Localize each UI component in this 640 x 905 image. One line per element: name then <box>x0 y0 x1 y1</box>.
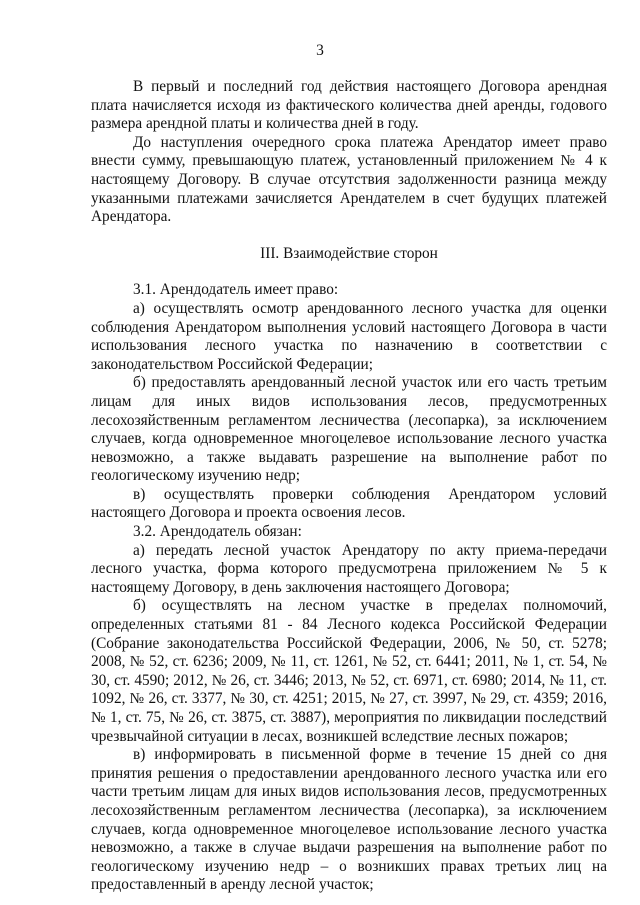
clause-3-1-a: а) осуществлять осмотр арендованного лесного участка для оценки соблюдения Арендатором выполнения условий настоящего Договора в части использования лесного участка по назначению в соответствии с законодательством Российской Федерации; <box>91 299 607 373</box>
clause-3-1-v: в) осуществлять проверки соблюдения Арендатором условий настоящего Договора и проекта освоения лесов. <box>91 485 607 522</box>
document-body <box>91 78 607 895</box>
paragraph-rent-first-last-year: В первый и последний год действия настоящего Договора арендная плата начисляется исходя из фактического количества дней аренды, годового размера арендной платы и количества дней в году. <box>91 78 607 133</box>
clause-3-2-a: а) передать лесной участок Арендатору по акту приема-передачи лесного участка, форма которого предусмотрена приложением № 5 к настоящему Договору, в день заключения настоящего Договора; <box>91 541 607 596</box>
clause-3-1-title: 3.1. Арендодатель имеет право: <box>133 281 339 299</box>
paragraph-prepayment: До наступления очередного срока платежа Арендатор имеет право внести сумму, превышающую платеж, установленный приложением № 4 к настоящему Договору. В случае отсутствия задолженности разница между указанными платежами зачисляется Арендателем в счет будущих платежей Арендатора. <box>91 133 607 226</box>
clause-3-1-b: б) предоставлять арендованный лесной участок или его часть третьим лицам для иных видов использования лесов, предусмотренных лесохозяйственным регламентом лесничества (лесопарка), за исключением случаев, когда одновременное многоцелевое использование лесного участка невозможно, а также выдавать разрешение на выполнение работ по геологическому изучению недр; <box>91 374 607 485</box>
page-number: 3 <box>316 42 324 59</box>
clause-3-2-title: 3.2. Арендодатель обязан: <box>133 523 302 541</box>
clause-3-2-v: в) информировать в письменной форме в течение 15 дней со дня принятия решения о предоставлении арендованного лесного участка или его части третьим лицам для иных видов использования лесов, предусмотренных лесохозяйственным регламентом лесничества (лесопарка), за исключением случаев, когда одновременное многоцелевое использование лесного участка невозможно, а также в случае выдачи разрешения на выполнение работ по геологическому изучению недр – о возникших правах третьих лиц на предоставленный в аренду лесной участок; <box>91 746 607 894</box>
section-heading: III. Взаимодействие сторон <box>260 244 438 262</box>
clause-3-2-b: б) осуществлять на лесном участке в пределах полномочий, определенных статьями 81 - 84 Лесного кодекса Российской Федерации (Собрание законодательства Российской Федерации, 2006, № 50, ст. 5278; 2008, № 52, ст. 6236; 2009, № 11, ст. 1261, № 52, ст. 6441; 2011, № 1, ст. 54, № 30, ст. 4590; 2012, № 26, ст. 3446; 2013, № 52, ст. 6971, ст. 6980; 2014, № 11, ст. 1092, № 26, ст. 3377, № 30, ст. 4251; 2015, № 27, ст. 3997, № 29, ст. 4359; 2016, № 1, ст. 75, № 26, ст. 3875, ст. 3887), мероприятия по ликвидации последствий чрезвычайной ситуации в лесах, возникшей вследствие лесных пожаров; <box>91 597 607 745</box>
